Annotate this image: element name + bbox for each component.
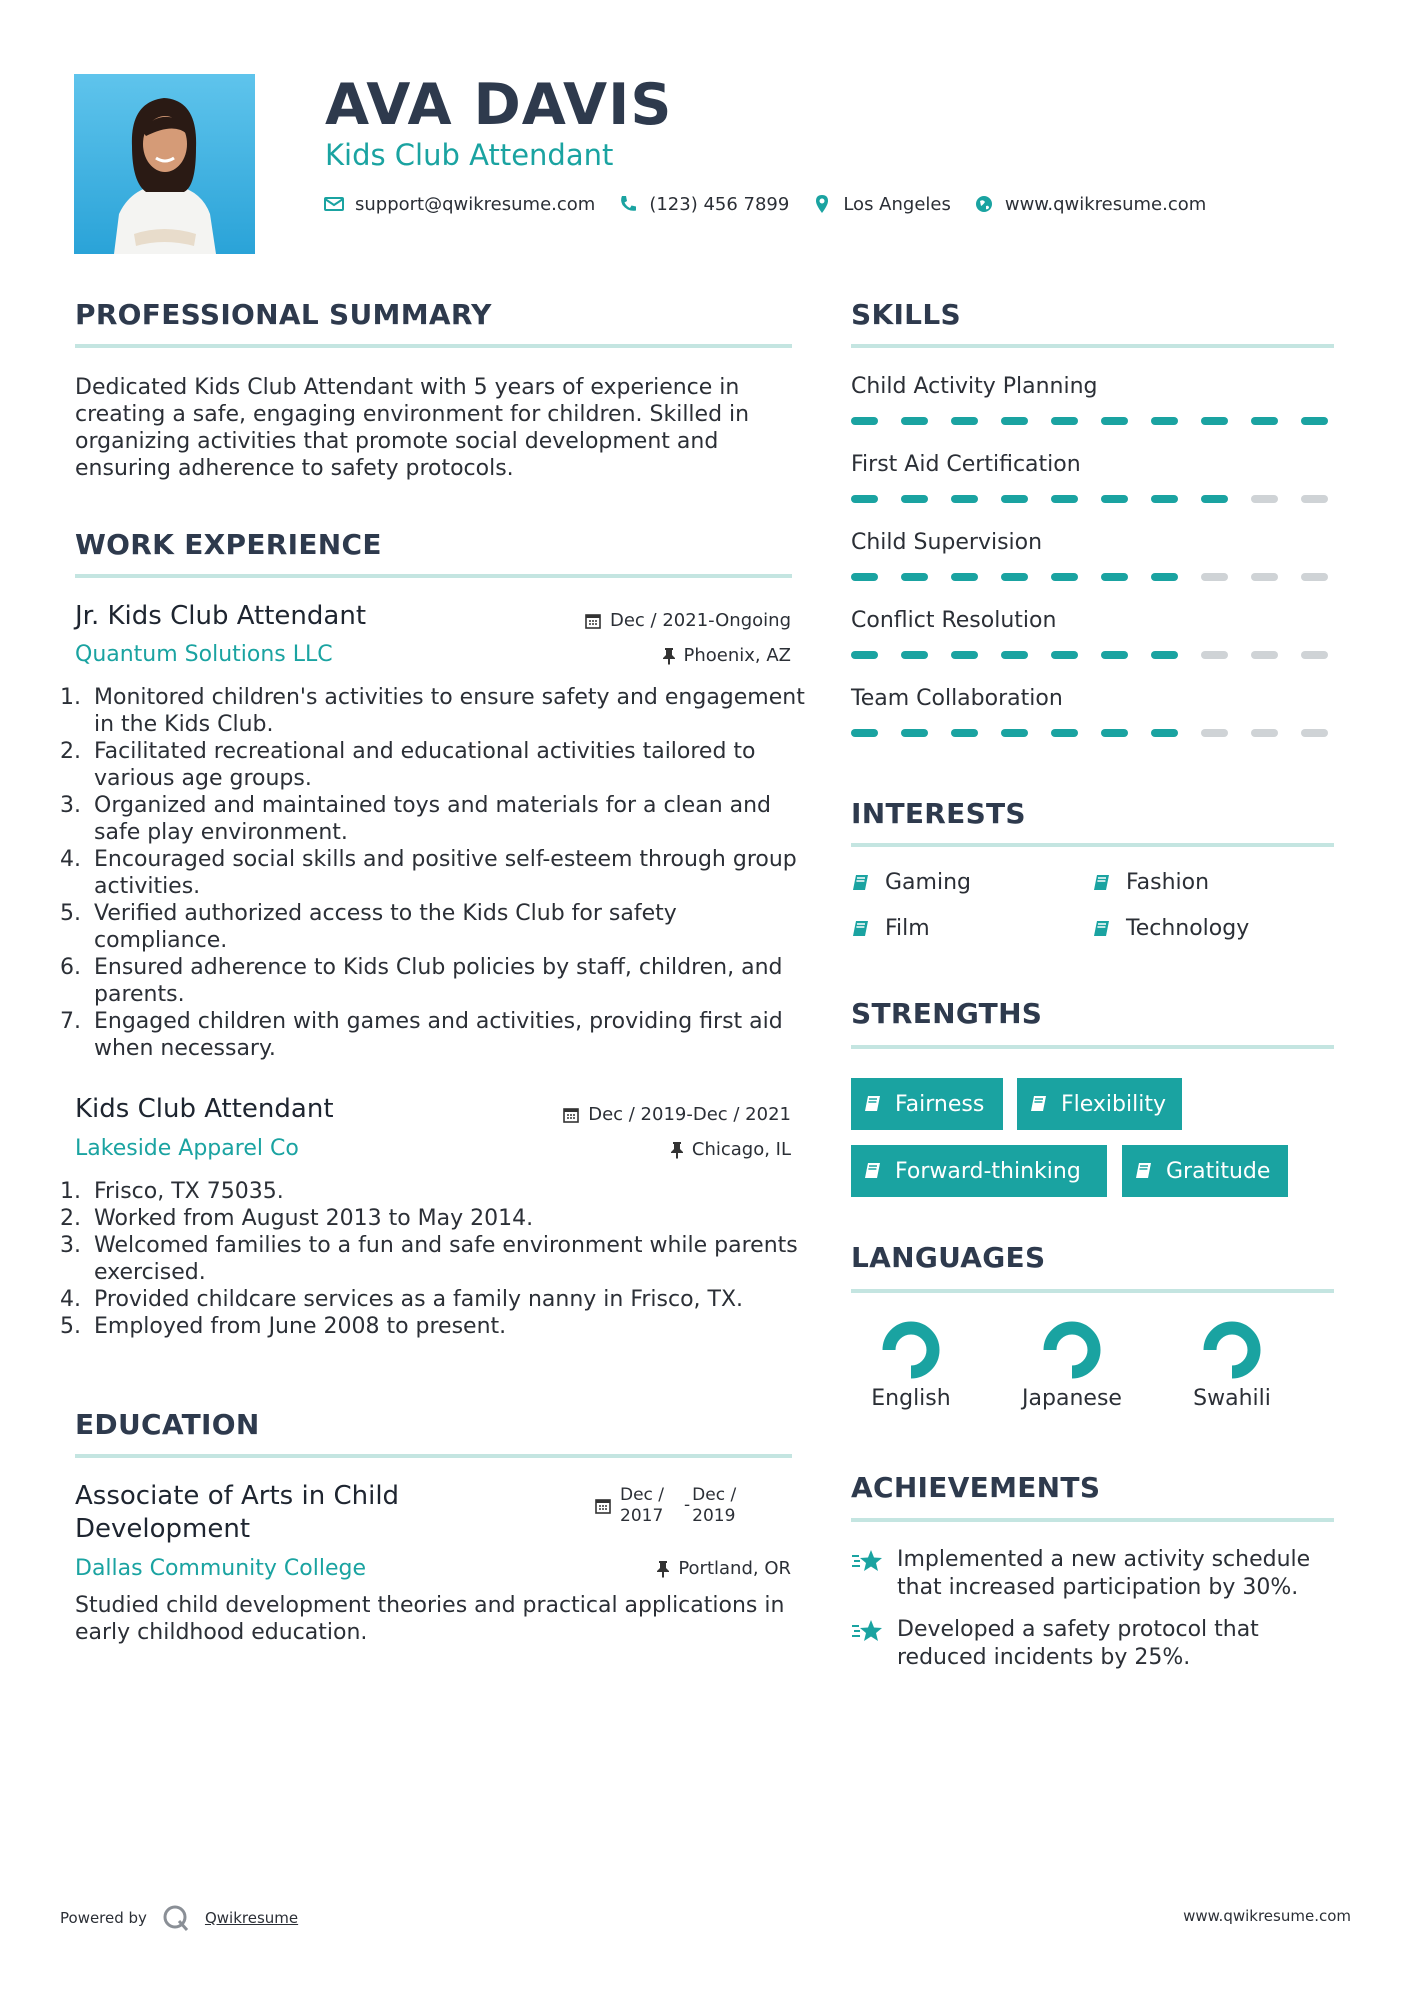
achievement-item — [851, 1546, 1334, 1602]
rating-dot-filled — [901, 417, 928, 425]
education-dates — [594, 1485, 736, 1527]
language-item — [851, 1318, 971, 1411]
achievements-heading: ACHIEVEMENTS — [851, 1471, 1101, 1504]
contact-email[interactable]: support@qwikresume.com — [355, 193, 596, 215]
education-heading: EDUCATION — [75, 1408, 260, 1441]
achievement-item — [851, 1616, 1334, 1672]
list-item: 4. Encouraged social skills and positive self-esteem through group activities. — [88, 846, 812, 900]
star-icon — [851, 1618, 885, 1644]
powered-by-label: Powered by — [60, 1909, 147, 1927]
education-description: Studied child development theories and practical applications in early childhood education. — [75, 1593, 785, 1645]
strength-label: Forward-thinking — [895, 1158, 1081, 1184]
rating-dot-filled — [1101, 651, 1128, 659]
skills-list — [851, 374, 1334, 764]
skill-label: Conflict Resolution — [851, 608, 1057, 633]
rating-dot-filled — [1201, 417, 1228, 425]
skill-rating — [851, 729, 1334, 737]
skill-rating — [851, 651, 1334, 659]
language-item — [1012, 1318, 1132, 1411]
interest-item — [851, 870, 971, 895]
book-icon — [851, 919, 871, 939]
education-end-month: Dec / — [692, 1485, 737, 1505]
rating-dot-empty — [1251, 573, 1278, 581]
strength-chip — [1122, 1145, 1288, 1197]
contact-phone[interactable]: (123) 456 7899 — [649, 193, 790, 215]
list-item: 2. Facilitated recreational and educational activities tailored to various age groups. — [88, 738, 812, 792]
skill-rating — [851, 495, 1334, 503]
list-item: 1. Frisco, TX 75035. — [88, 1178, 812, 1205]
contact-website[interactable]: www.qwikresume.com — [1004, 193, 1207, 215]
book-icon — [863, 1094, 883, 1114]
rating-dot-filled — [1001, 573, 1028, 581]
rating-dot-filled — [1151, 495, 1178, 503]
rating-dot-filled — [1051, 651, 1078, 659]
strengths-divider — [851, 1045, 1334, 1049]
rating-dot-filled — [901, 573, 928, 581]
rating-dot-empty — [1251, 651, 1278, 659]
rating-dot-filled — [901, 651, 928, 659]
language-progress-arc — [889, 1328, 933, 1372]
rating-dot-empty — [1301, 729, 1328, 737]
rating-dot-filled — [901, 729, 928, 737]
list-item: 6. Ensured adherence to Kids Club policies by staff, children, and parents. — [88, 954, 812, 1008]
list-item: 3. Welcomed families to a fun and safe environment while parents exercised. — [88, 1232, 812, 1286]
interest-label: Gaming — [885, 870, 971, 895]
education-start — [620, 1485, 684, 1527]
education-location-text: Portland, OR — [678, 1558, 791, 1579]
pushpin-icon — [656, 1560, 670, 1578]
skill-row — [851, 374, 1334, 452]
contact-location: Los Angeles — [843, 193, 951, 215]
rating-dot-filled — [1001, 729, 1028, 737]
rating-dot-empty — [1301, 651, 1328, 659]
education-start-year: 2017 — [620, 1506, 664, 1526]
language-progress-arc — [1050, 1328, 1094, 1372]
job-duties — [68, 1178, 812, 1340]
rating-dot-filled — [1101, 729, 1128, 737]
summary-heading: PROFESSIONAL SUMMARY — [75, 298, 492, 331]
language-progress-ring — [1200, 1318, 1264, 1382]
list-item: 1. Monitored children's activities to ensure safety and engagement in the Kids Club. — [88, 684, 812, 738]
degree-line: Associate of Arts in Child — [75, 1481, 400, 1511]
list-item: 5. Verified authorized access to the Kids Club for safety compliance. — [88, 900, 812, 954]
rating-dot-filled — [951, 729, 978, 737]
footer-powered-by — [60, 1903, 298, 1933]
language-label: Swahili — [1193, 1386, 1271, 1411]
book-icon — [1029, 1094, 1049, 1114]
language-item — [1172, 1318, 1292, 1411]
skills-heading: SKILLS — [851, 298, 961, 331]
language-label: Japanese — [1022, 1386, 1122, 1411]
strength-chip — [851, 1145, 1107, 1197]
skill-label: Child Supervision — [851, 530, 1043, 555]
list-item: 4. Provided childcare services as a family nanny in Frisco, TX. — [88, 1286, 812, 1313]
rating-dot-filled — [901, 495, 928, 503]
job-dates — [562, 1104, 791, 1125]
rating-dot-filled — [851, 573, 878, 581]
pushpin-icon — [670, 1141, 684, 1159]
rating-dot-filled — [1151, 651, 1178, 659]
skill-rating — [851, 417, 1334, 425]
interest-item — [1092, 870, 1209, 895]
achievement-text: Developed a safety protocol that reduced incidents by 25%. — [897, 1617, 1259, 1670]
education-degree — [75, 1480, 495, 1546]
skill-row — [851, 608, 1334, 686]
education-location — [656, 1558, 791, 1579]
rating-dot-filled — [851, 651, 878, 659]
degree-line: Development — [75, 1514, 251, 1544]
rating-dot-empty — [1201, 573, 1228, 581]
phone-icon — [617, 193, 639, 215]
interest-label: Technology — [1126, 916, 1250, 941]
interest-label: Fashion — [1126, 870, 1210, 895]
strengths-heading: STRENGTHS — [851, 997, 1043, 1030]
job-dates-text: Dec / 2021-Ongoing — [610, 610, 791, 631]
rating-dot-filled — [1051, 573, 1078, 581]
map-marker-icon — [811, 193, 833, 215]
skills-divider — [851, 344, 1334, 348]
summary-divider — [75, 344, 792, 348]
rating-dot-filled — [851, 495, 878, 503]
calendar-icon — [594, 1497, 612, 1515]
list-item: 5. Employed from June 2008 to present. — [88, 1313, 812, 1340]
rating-dot-filled — [1151, 729, 1178, 737]
pushpin-icon — [662, 647, 676, 665]
rating-dot-filled — [1001, 651, 1028, 659]
contact-bar — [323, 193, 1228, 215]
candidate-title: Kids Club Attendant — [325, 138, 614, 172]
achievements-divider — [851, 1518, 1334, 1522]
calendar-icon — [562, 1106, 580, 1124]
footer-website[interactable]: www.qwikresume.com — [1183, 1907, 1351, 1925]
education-start-month: Dec / — [620, 1485, 665, 1505]
rating-dot-filled — [1051, 729, 1078, 737]
job-title: Kids Club Attendant — [75, 1094, 334, 1124]
book-icon — [851, 873, 871, 893]
book-icon — [863, 1161, 883, 1181]
languages-divider — [851, 1289, 1334, 1293]
rating-dot-filled — [1051, 417, 1078, 425]
rating-dot-filled — [1251, 417, 1278, 425]
strength-label: Flexibility — [1061, 1091, 1166, 1117]
rating-dot-filled — [851, 729, 878, 737]
list-item: 7. Engaged children with games and activities, providing first aid when necessary. — [88, 1008, 812, 1062]
rating-dot-filled — [951, 495, 978, 503]
rating-dot-empty — [1201, 729, 1228, 737]
rating-dot-filled — [1101, 417, 1128, 425]
skill-row — [851, 530, 1334, 608]
qwikresume-logo-icon — [161, 1903, 191, 1933]
star-icon — [851, 1548, 885, 1574]
list-item: 3. Organized and maintained toys and materials for a clean and safe play environment. — [88, 792, 812, 846]
education-end — [692, 1485, 736, 1527]
job-duties — [68, 684, 812, 1062]
education-date-dash: - — [684, 1495, 691, 1515]
rating-dot-filled — [951, 573, 978, 581]
rating-dot-filled — [951, 651, 978, 659]
candidate-name: AVA DAVIS — [325, 72, 673, 138]
job-location — [670, 1139, 791, 1160]
skill-row — [851, 452, 1334, 530]
book-icon — [1092, 919, 1112, 939]
achievement-text: Implemented a new activity schedule that increased participation by 30%. — [897, 1547, 1311, 1600]
rating-dot-filled — [1101, 495, 1128, 503]
skill-label: Child Activity Planning — [851, 374, 1098, 399]
rating-dot-filled — [1001, 417, 1028, 425]
rating-dot-filled — [1151, 417, 1178, 425]
skill-row — [851, 686, 1334, 764]
brand-link[interactable]: Qwikresume — [204, 1909, 299, 1927]
skill-rating — [851, 573, 1334, 581]
strength-label: Fairness — [895, 1091, 985, 1117]
job-location — [662, 645, 792, 666]
language-label: English — [871, 1386, 951, 1411]
rating-dot-empty — [1251, 495, 1278, 503]
rating-dot-filled — [1151, 573, 1178, 581]
profile-photo — [74, 74, 255, 254]
globe-icon — [973, 193, 995, 215]
languages-heading: LANGUAGES — [851, 1241, 1046, 1274]
rating-dot-empty — [1201, 651, 1228, 659]
language-progress-ring — [879, 1318, 943, 1382]
education-divider — [75, 1454, 792, 1458]
rating-dot-empty — [1301, 495, 1328, 503]
rating-dot-filled — [1301, 417, 1328, 425]
rating-dot-empty — [1251, 729, 1278, 737]
rating-dot-filled — [951, 417, 978, 425]
job-title: Jr. Kids Club Attendant — [75, 601, 367, 631]
list-item: 2. Worked from August 2013 to May 2014. — [88, 1205, 812, 1232]
experience-divider — [75, 574, 792, 578]
portrait-image — [74, 74, 255, 254]
rating-dot-filled — [1051, 495, 1078, 503]
strength-chip — [1017, 1078, 1182, 1130]
experience-heading: WORK EXPERIENCE — [75, 528, 382, 561]
interests-divider — [851, 843, 1334, 847]
rating-dot-filled — [1101, 573, 1128, 581]
job-company: Quantum Solutions LLC — [75, 642, 333, 667]
language-progress-arc — [1210, 1328, 1254, 1372]
calendar-icon — [584, 612, 602, 630]
education-school: Dallas Community College — [75, 1556, 366, 1581]
strength-label: Gratitude — [1166, 1158, 1271, 1184]
strength-chip — [851, 1078, 1003, 1130]
interest-label: Film — [885, 916, 930, 941]
job-company: Lakeside Apparel Co — [75, 1136, 299, 1161]
rating-dot-filled — [851, 417, 878, 425]
interest-item — [851, 916, 930, 941]
skill-label: First Aid Certification — [851, 452, 1081, 477]
job-location-text: Chicago, IL — [691, 1139, 791, 1160]
rating-dot-filled — [1001, 495, 1028, 503]
rating-dot-empty — [1301, 573, 1328, 581]
interest-item — [1092, 916, 1249, 941]
job-dates-text: Dec / 2019-Dec / 2021 — [588, 1104, 791, 1125]
book-icon — [1092, 873, 1112, 893]
job-dates — [584, 610, 791, 631]
language-progress-ring — [1040, 1318, 1104, 1382]
email-icon — [323, 193, 345, 215]
summary-text: Dedicated Kids Club Attendant with 5 years of experience in creating a safe, engaging environment for children. Skilled in organizing activities that promote social development and ensuring adherence to safety protocols. — [75, 375, 750, 481]
job-location-text: Phoenix, AZ — [683, 645, 791, 666]
skill-label: Team Collaboration — [851, 686, 1063, 711]
book-icon — [1134, 1161, 1154, 1181]
rating-dot-filled — [1201, 495, 1228, 503]
education-end-year: 2019 — [692, 1506, 736, 1526]
interests-heading: INTERESTS — [851, 797, 1026, 830]
